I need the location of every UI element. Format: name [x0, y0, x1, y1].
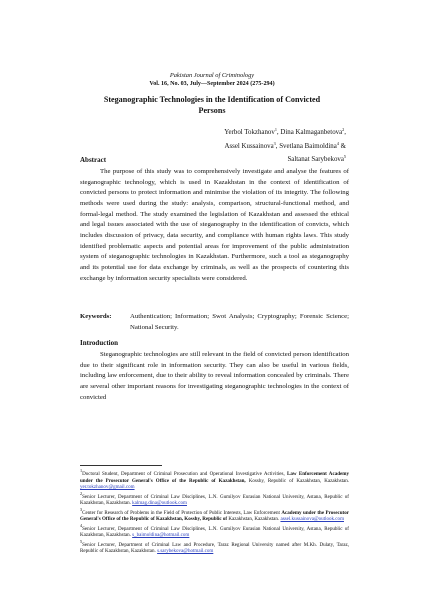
footnote-divider — [80, 465, 162, 466]
footnote-text: Center for Research of Problems in the Field of Protection of Public Interests, Law Enforcement — [82, 509, 282, 516]
footnote-number: 5 — [80, 538, 83, 544]
footnote-email-link[interactable]: yer.tokzhanov@gmail.com — [80, 484, 135, 491]
article-title: Steganographic Technologies in the Identification of Convicted Persons — [103, 95, 321, 115]
abstract-heading: Abstract — [80, 156, 107, 164]
footnote — [80, 507, 349, 523]
footnote — [80, 523, 349, 539]
author-line-1 — [224, 125, 346, 139]
keywords-text: Authentication; Information; Swot Analysis; Cryptography; Forensic Science; National Security. — [130, 313, 349, 331]
footnote-number: 3 — [80, 506, 83, 512]
footnote-affiliation: Law Enforcement Academy under the Prosecutor General's Office of the Republic of Kazakhstan, — [80, 471, 349, 484]
footnote-text: Senior Lecturer, Department of Criminal Law Disciplines, L.N. Gumilyov Eurasian National University, Astana, Republic of Kazakhstan, Kazakhstan. — [80, 525, 349, 539]
footnote-affiliation: Academy under the Prosecutor General's Office of the Republic of Kazakhstan, Kosshy, Republic of — [80, 509, 349, 523]
footnote-number: 4 — [80, 522, 83, 528]
author-name: Assel Kussainova — [224, 142, 274, 150]
footnote-text: Kazakhstan, Kazakhstan. — [227, 516, 281, 523]
author-name: , Svetlana Baimoldina — [275, 142, 337, 150]
author-line-2 — [224, 139, 346, 153]
footnote-number: 1 — [80, 468, 83, 473]
author-marker: 1 — [274, 127, 277, 132]
author-marker: 4 — [336, 140, 339, 146]
footnote-email-link[interactable]: s_baimoldina@hotmail.com — [132, 532, 190, 539]
footnote — [80, 539, 349, 555]
journal-name: Pakistan Journal of Criminology — [169, 72, 255, 79]
author-marker: 2 — [342, 127, 345, 132]
footnote-text: Senior Lecturer, Department of Criminal Law and Procedure, Taraz Regional University named after M.Kh. Dulaty, Taraz, Republic of Kazakhstan, Kazakhstan. — [80, 541, 349, 555]
author-name: Yerbol Tokzhanov — [224, 129, 275, 136]
footnote — [80, 468, 349, 491]
author-name: , Dina Kalmaganbetova — [276, 129, 343, 136]
footnote-text: Doctoral Student, Department of Criminal Prosecution and Operational Investigative Activities, — [82, 471, 288, 477]
author-separator: & — [338, 142, 346, 150]
footnote — [80, 491, 349, 507]
footnote-email-link[interactable]: assel.kussainova@outlook.com — [280, 516, 344, 523]
footnote-text: Senior Lecturer, Department of Criminal Law Disciplines, L.N. Gumilyov Eurasian National University, Astana, Republic of Kazakhstan, Kazakhstan. — [80, 493, 349, 507]
footnote-text: Kosshy, Republic of Kazakhstan, Kazakhstan. — [245, 477, 349, 484]
abstract-text: The purpose of this study was to comprehensively investigate and analyse the features of steganographic technology, which is used in Kazakhstan in the context of identification of convicted persons to protect information and minimise the violation of its integrity. The following methods were used during the study: analysis, comparison, structural-functional method, and formal-legal method. The study examined the legislation of Kazakhstan and assessed the ethical and legal issues associated with the use of steganography in the identification of convicts, which includes discussion of privacy, data security, and compliance with human rights laws. This study identified problematic aspects and potential areas for improvement of the public administration system of steganographic technologies in Kazakhstan. Furthermore, such a tool as steganography and its potential use for data exchange by criminals, as well as the prospects of countering this exchange by information security specialists were considered. — [80, 168, 349, 282]
author-marker: 5 — [343, 154, 346, 160]
footnote-number: 2 — [80, 490, 83, 496]
introduction-text: Steganographic technologies are still relevant in the field of convicted person identification due to their significant role in information security. They can also be useful in various fields, including law enforcement, due to their ability to reveal information concealed by criminals. There are several other important reasons for investigating steganographic technologies in the context of convicted — [80, 351, 349, 401]
keywords-label: Keywords: — [80, 313, 112, 320]
footnote-email-link[interactable]: s.sarybekova@hotmail.com — [157, 548, 214, 555]
author-separator: , — [344, 129, 346, 136]
issue-info: Vol. 16, No. 03, July—September 2024 (275-294) — [149, 81, 275, 87]
author-name: Saltanat Sarybekova — [287, 156, 344, 164]
author-line-3 — [224, 152, 346, 166]
author-marker: 3 — [273, 140, 276, 146]
footnotes — [80, 468, 349, 555]
introduction-heading: Introduction — [80, 339, 118, 347]
footnote-email-link[interactable]: kalmag.dina@outlook.com — [132, 500, 187, 507]
author-list — [224, 125, 346, 166]
